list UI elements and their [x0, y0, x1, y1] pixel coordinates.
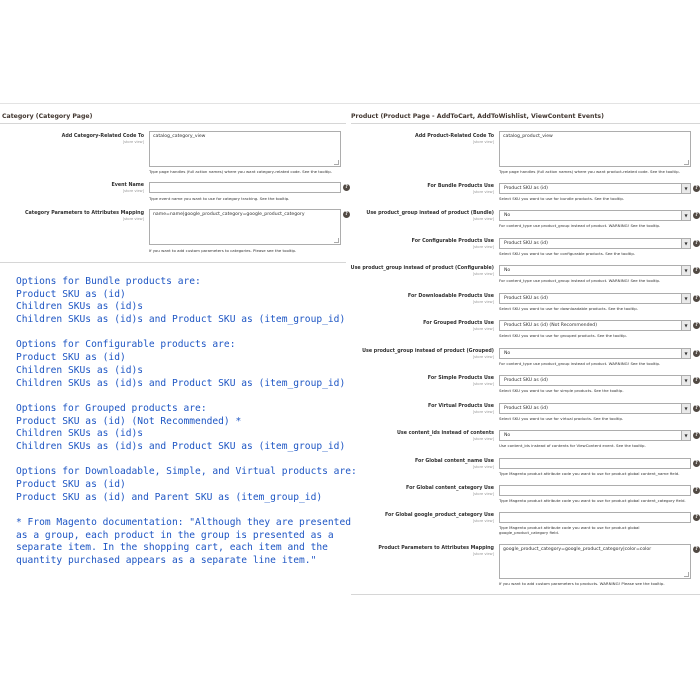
downloadable-products-select[interactable] — [499, 293, 691, 304]
options-info-text — [16, 276, 357, 568]
field-label: For Global content_category Use — [405, 486, 494, 491]
help-icon[interactable]: ? — [693, 487, 700, 494]
product-mapping-textarea[interactable]: google_product_category=google_product_category|color=color — [499, 544, 691, 579]
info-line: * From Magento documentation: "Although they are presented — [16, 517, 352, 529]
field-note: Select SKU you want to use for virtual products. See the tooltip. — [499, 416, 624, 421]
scope-label: [store view] — [472, 140, 494, 144]
help-icon[interactable]: ? — [693, 240, 700, 247]
field-label: Category Parameters to Attributes Mapping — [25, 211, 144, 216]
help-icon[interactable]: ? — [693, 460, 700, 467]
field-note: Type Magento product attribute code you want to use for product global — [499, 525, 640, 530]
field-note: Type Magento product attribute code you want to use for product global content_category field. — [499, 498, 686, 503]
info-line: Product SKU as (id) (Not Recommended) * — [16, 415, 242, 427]
chevron-down-icon: ▼ — [681, 266, 690, 275]
scope-label: [store view] — [472, 382, 494, 386]
chevron-down-icon: ▼ — [681, 239, 690, 248]
help-icon[interactable]: ? — [693, 350, 700, 357]
help-icon[interactable]: ? — [693, 514, 700, 521]
field-note: If you want to add custom parameters to products. WARNING! Please see the tooltip. — [499, 581, 665, 586]
field-label: For Simple Products Use — [427, 376, 494, 381]
field-note: For content_type use product_group instead of product. WARNING! See the tooltip. — [499, 223, 661, 228]
chevron-down-icon: ▼ — [681, 404, 690, 413]
content-category-input[interactable] — [499, 485, 691, 496]
field-label: Use product_group instead of product (Configurable) — [350, 266, 494, 271]
info-line: Options for Downloadable, Simple, and Virtual products are: — [16, 466, 357, 478]
info-line: Children SKUs as (id)s — [16, 364, 144, 376]
top-divider — [0, 103, 700, 104]
category-mapping-textarea[interactable]: name=name|google_product_category=google_product_category — [149, 209, 341, 245]
info-line: Children SKUs as (id)s — [16, 428, 144, 440]
field-note: Type page handles (full action names) where you want product-related code. See the tooltip. — [499, 169, 680, 174]
grouped-products-select[interactable] — [499, 320, 691, 331]
bundle-products-select[interactable] — [499, 183, 691, 194]
help-icon[interactable]: ? — [693, 405, 700, 412]
help-icon[interactable]: ? — [693, 377, 700, 384]
field-note: Select SKU you want to use for downloadable products. See the tooltip. — [499, 306, 638, 311]
scope-label: [store view] — [472, 552, 494, 556]
chevron-down-icon: ▼ — [681, 376, 690, 385]
info-line: Children SKUs as (id)s — [16, 301, 144, 313]
bundle-product-group-select[interactable] — [499, 210, 691, 221]
field-label: Event Name — [111, 183, 144, 188]
google-product-category-input[interactable] — [499, 512, 691, 523]
scope-label: [store view] — [472, 190, 494, 194]
chevron-down-icon: ▼ — [681, 349, 690, 358]
chevron-down-icon: ▼ — [681, 184, 690, 193]
help-icon[interactable]: ? — [693, 212, 700, 219]
select-value: Product SKU as (id) (Not Recommended) — [504, 323, 598, 328]
scope-label: [store view] — [122, 140, 144, 144]
info-line: quantity purchased appears as a separate line item." — [16, 555, 317, 567]
configurable-product-group-select[interactable] — [499, 265, 691, 276]
help-icon[interactable]: ? — [693, 432, 700, 439]
chevron-down-icon: ▼ — [681, 321, 690, 330]
info-line: Options for Bundle products are: — [16, 276, 201, 287]
scope-label: [store view] — [472, 410, 494, 414]
scope-label: [store view] — [472, 492, 494, 496]
field-note: Select SKU you want to use for grouped products. See the tooltip. — [499, 333, 627, 338]
help-icon[interactable]: ? — [693, 546, 700, 553]
select-value: No — [504, 351, 511, 356]
field-note: Type page handles (full action names) where you want category-related code. See the tooltip. — [149, 169, 332, 174]
info-line: Product SKU as (id) — [16, 352, 126, 364]
scope-label: [store view] — [472, 327, 494, 331]
help-icon[interactable]: ? — [693, 295, 700, 302]
help-icon[interactable]: ? — [693, 267, 700, 274]
help-icon[interactable]: ? — [343, 184, 350, 191]
chevron-down-icon: ▼ — [681, 431, 690, 440]
category-code-textarea[interactable]: catalog_category_view — [149, 131, 341, 167]
field-label: Use product_group instead of product (Bundle) — [366, 211, 494, 216]
field-label: Product Parameters to Attributes Mapping — [378, 546, 494, 551]
field-label: For Configurable Products Use — [411, 239, 494, 244]
info-line: Children SKUs as (id)s and Product SKU as (item_group_id) — [16, 377, 346, 389]
scope-label: [store view] — [472, 465, 494, 469]
section-title-product: Product (Product Page - AddToCart, AddToWishlist, ViewContent Events) — [351, 113, 604, 120]
field-note: Select SKU you want to use for simple products. See the tooltip. — [499, 388, 624, 393]
scope-label: [store view] — [122, 217, 144, 221]
info-line: Options for Configurable products are: — [16, 339, 236, 351]
info-line — [16, 504, 357, 517]
field-label: For Virtual Products Use — [427, 404, 494, 409]
field-note: For content_type use product_group instead of product. WARNING! See the tooltip. — [499, 361, 661, 366]
field-label: Use product_group instead of product (Grouped) — [362, 349, 494, 354]
field-label: For Global content_name Use — [414, 459, 494, 464]
select-value: Product SKU as (id) — [504, 241, 548, 246]
field-note: google_product_category field. — [499, 530, 560, 535]
scope-label: [store view] — [472, 217, 494, 221]
select-value: Product SKU as (id) — [504, 186, 548, 191]
simple-products-select[interactable] — [499, 375, 691, 386]
select-value: Product SKU as (id) — [504, 406, 548, 411]
info-line: Options for Grouped products are: — [16, 402, 207, 414]
field-note: If you want to add custom parameters to categories. Please see the tooltip. — [149, 248, 297, 253]
field-note: Use content_ids instead of contents for ViewContent event. See the tooltip. — [499, 443, 646, 448]
info-line: separate item. In the shopping cart, each item and the — [16, 542, 328, 554]
info-line: as a group, each product in the group is presented as a — [16, 529, 334, 541]
field-note: Select SKU you want to use for bundle products. See the tooltip. — [499, 196, 625, 201]
section-title-category: Category (Category Page) — [2, 113, 93, 120]
info-line — [16, 454, 357, 467]
field-note: Select SKU you want to use for configurable products. See the tooltip. — [499, 251, 636, 256]
product-code-textarea[interactable]: catalog_product_view — [499, 131, 691, 167]
scope-label: [store view] — [472, 355, 494, 359]
field-note: Type event name you want to use for category tracking. See the tooltip. — [149, 196, 290, 201]
section-divider — [351, 123, 700, 124]
select-value: Product SKU as (id) — [504, 378, 548, 383]
info-line: Children SKUs as (id)s and Product SKU as (item_group_id) — [16, 440, 346, 452]
help-icon[interactable]: ? — [693, 185, 700, 192]
scope-label: [store view] — [472, 437, 494, 441]
configurable-products-select[interactable] — [499, 238, 691, 249]
help-icon[interactable]: ? — [693, 322, 700, 329]
field-label: For Bundle Products Use — [427, 184, 494, 189]
info-line: Product SKU as (id) — [16, 288, 126, 300]
scope-label: [store view] — [472, 519, 494, 523]
help-icon[interactable]: ? — [343, 211, 350, 218]
field-label: Add Category-Related Code To — [61, 134, 144, 139]
field-note: For content_type use product_group instead of product. WARNING! See the tooltip. — [499, 278, 661, 283]
section-divider — [0, 123, 346, 124]
field-label: Use content_ids instead of contents — [396, 431, 494, 436]
info-line — [16, 327, 357, 340]
content-name-input[interactable] — [499, 458, 691, 469]
field-label: For Grouped Products Use — [423, 321, 494, 326]
select-value: No — [504, 213, 511, 218]
event-name-input[interactable] — [149, 182, 341, 193]
virtual-products-select[interactable] — [499, 403, 691, 414]
info-line: Product SKU as (id) and Parent SKU as (item_group_id) — [16, 491, 323, 503]
info-line — [16, 390, 357, 403]
grouped-product-group-select[interactable] — [499, 348, 691, 359]
field-label: For Downloadable Products Use — [407, 294, 494, 299]
section-divider — [0, 262, 346, 263]
chevron-down-icon: ▼ — [681, 211, 690, 220]
select-value: No — [504, 268, 511, 273]
scope-label: [store view] — [472, 272, 494, 276]
field-note: Type Magento product attribute code you want to use for product global content_name field. — [499, 471, 680, 476]
field-label: Add Product-Related Code To — [415, 134, 494, 139]
field-label: For Global google_product_category Use — [384, 513, 494, 518]
info-line: Children SKUs as (id)s and Product SKU as (item_group_id) — [16, 314, 346, 326]
select-value: No — [504, 433, 511, 438]
scope-label: [store view] — [472, 300, 494, 304]
section-divider — [351, 594, 700, 595]
scope-label: [store view] — [122, 189, 144, 193]
content-ids-select[interactable] — [499, 430, 691, 441]
select-value: Product SKU as (id) — [504, 296, 548, 301]
scope-label: [store view] — [472, 245, 494, 249]
chevron-down-icon: ▼ — [681, 294, 690, 303]
info-line: Product SKU as (id) — [16, 479, 126, 490]
